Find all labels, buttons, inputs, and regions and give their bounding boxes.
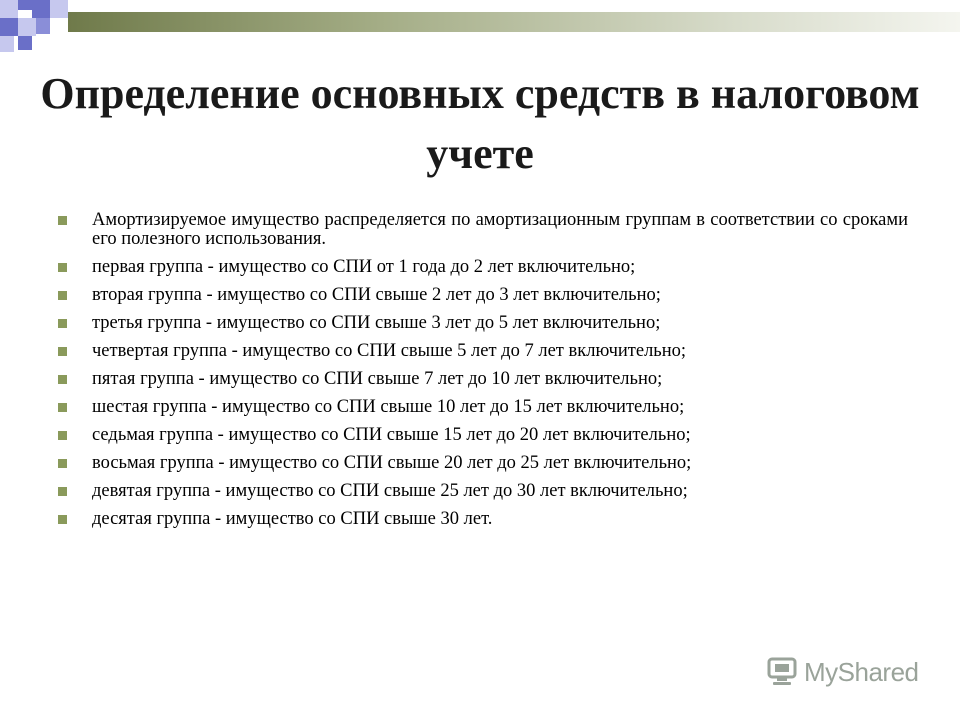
square-bullet-icon xyxy=(58,403,67,412)
monitor-logo-icon xyxy=(766,655,800,689)
square-bullet-icon xyxy=(58,263,67,272)
bullet-item xyxy=(58,211,908,249)
bullet-item xyxy=(58,258,908,277)
bullet-text: первая группа - имущество со СПИ от 1 года до 2 лет включительно; xyxy=(92,257,636,277)
bullet-item xyxy=(58,314,908,333)
watermark-text: MyShared xyxy=(804,657,919,687)
square-bullet-icon xyxy=(58,487,67,496)
square-bullet-icon xyxy=(58,459,67,468)
bullet-list xyxy=(58,211,908,538)
bullet-item xyxy=(58,482,908,501)
square-bullet-icon xyxy=(58,216,67,225)
square-bullet-icon xyxy=(58,431,67,440)
watermark xyxy=(766,655,926,691)
bullet-text: девятая группа - имущество со СПИ свыше 25 лет до 30 лет включительно; xyxy=(92,481,688,501)
bullet-text: третья группа - имущество со СПИ свыше 3 лет до 5 лет включительно; xyxy=(92,313,661,333)
bullet-item xyxy=(58,454,908,473)
slide-title: Определение основных средств в налоговом учете xyxy=(40,69,920,178)
bullet-item xyxy=(58,286,908,305)
square-bullet-icon xyxy=(58,515,67,524)
square-bullet-icon xyxy=(58,347,67,356)
bullet-item xyxy=(58,342,908,361)
bullet-text: шестая группа - имущество со СПИ свыше 10 лет до 15 лет включительно; xyxy=(92,397,685,417)
bullet-item xyxy=(58,398,908,417)
bullet-text: восьмая группа - имущество со СПИ свыше 20 лет до 25 лет включительно; xyxy=(92,453,692,473)
bullet-text: десятая группа - имущество со СПИ свыше 30 лет. xyxy=(92,509,493,529)
bullet-text: четвертая группа - имущество со СПИ свыше 5 лет до 7 лет включительно; xyxy=(92,341,687,361)
bullet-item xyxy=(58,510,908,529)
square-bullet-icon xyxy=(58,375,67,384)
header-decoration xyxy=(0,0,960,60)
bullet-text: Амортизируемое имущество распределяется по амортизационным группам в соответствии со сроками его полезного использования. xyxy=(92,210,908,249)
square-bullet-icon xyxy=(58,319,67,328)
bullet-text: пятая группа - имущество со СПИ свыше 7 лет до 10 лет включительно; xyxy=(92,369,663,389)
bullet-text: седьмая группа - имущество со СПИ свыше 15 лет до 20 лет включительно; xyxy=(92,425,691,445)
bullet-item xyxy=(58,370,908,389)
bullet-text: вторая группа - имущество со СПИ свыше 2 лет до 3 лет включительно; xyxy=(92,285,661,305)
square-bullet-icon xyxy=(58,291,67,300)
bullet-item xyxy=(58,426,908,445)
